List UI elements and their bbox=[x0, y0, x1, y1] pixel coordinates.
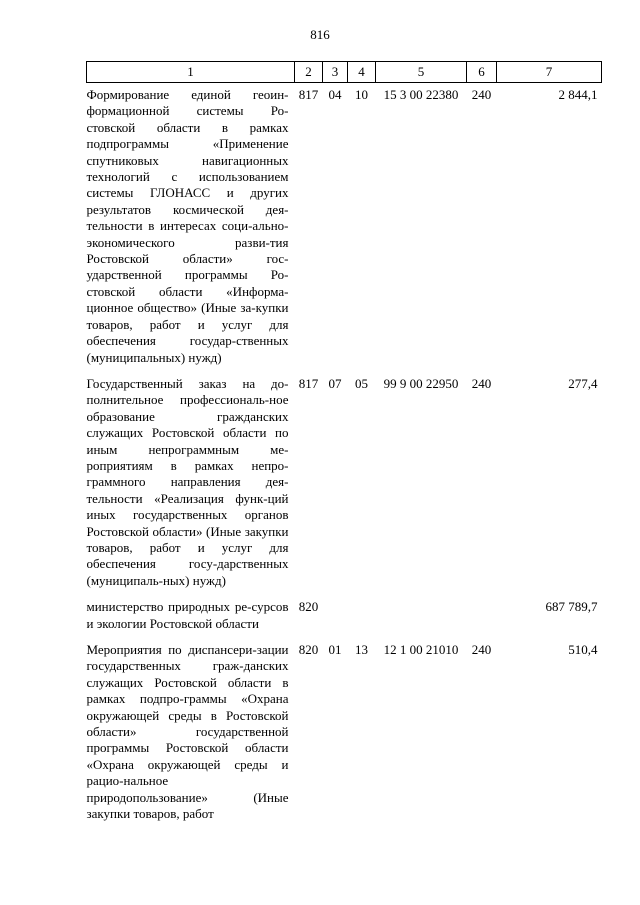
subsection-code: 05 bbox=[355, 375, 368, 391]
ministry-code: 820 bbox=[298, 599, 319, 615]
row-description: Мероприятия по диспансери-зации государственных граж-данских служащих Ростовской области в рамках подпро-граммы «Охрана окружающей среды в Ростовской области» государственной программы Ростовской области «Охрана окружающей среды и рацио-нальное природопользование» (Иные закупки товаров, работ bbox=[86, 642, 289, 822]
column-header: 2 bbox=[295, 62, 323, 83]
table-row bbox=[87, 599, 602, 642]
expense-type-code: 240 bbox=[471, 375, 492, 391]
expense-type-code: 240 bbox=[471, 87, 492, 102]
table-row bbox=[87, 642, 602, 832]
table-row bbox=[87, 376, 602, 599]
expense-type-code bbox=[467, 599, 497, 642]
section-code bbox=[323, 599, 348, 642]
section-code: 07 bbox=[328, 375, 342, 391]
column-header: 5 bbox=[376, 62, 467, 83]
row-description: Государственный заказ на до-полнительное профессиональ-ное образование гражданских служащих Ростовской области по иным непрограммным ме-роприятиям в рамках непро-граммного направления дея-тельности «Реализация функ-ций иных государственных органов Ростовской области» (Иные закупки товаров, работ и услуг для обеспечения госу-дарственных (муниципаль-ных) нужд) bbox=[86, 375, 289, 588]
row-description: министерство природных ре-сурсов и экологии Ростовской области bbox=[86, 599, 289, 631]
ministry-code: 817 bbox=[298, 375, 319, 391]
target-article-code: 12 1 00 21010 bbox=[383, 642, 459, 657]
target-article-code bbox=[376, 599, 467, 642]
amount-value: 510,4 bbox=[568, 642, 598, 657]
section-code: 01 bbox=[328, 642, 342, 657]
amount-value: 687 789,7 bbox=[545, 599, 598, 615]
column-header: 1 bbox=[87, 62, 295, 83]
column-header: 6 bbox=[467, 62, 497, 83]
budget-table bbox=[86, 61, 602, 832]
subsection-code: 10 bbox=[355, 87, 368, 102]
row-description: Формирование единой геоин-формационной системы Ро-стовской области в рамках подпрограммы «Применение спутниковых навигационных технологий с использованием системы ГЛОНАСС и других результатов космической дея-тельности в интересах соци-ально-экономического разви-тия Ростовской области» гос-ударственной программы Ро-стовской области «Информа-ционное общество» (Иные за-купки товаров, работ и услуг для обеспечения государ-ственных (муниципальных) нужд) bbox=[86, 87, 289, 365]
table-row bbox=[87, 83, 602, 376]
amount-value: 2 844,1 bbox=[558, 87, 598, 102]
column-header: 7 bbox=[497, 62, 602, 83]
target-article-code: 99 9 00 22950 bbox=[383, 375, 459, 391]
ministry-code: 820 bbox=[298, 642, 319, 657]
amount-value: 277,4 bbox=[568, 375, 598, 391]
subsection-code bbox=[348, 599, 376, 642]
section-code: 04 bbox=[328, 87, 342, 102]
page-number: 816 bbox=[310, 27, 330, 42]
subsection-code: 13 bbox=[355, 642, 368, 657]
ministry-code: 817 bbox=[298, 87, 319, 102]
column-header: 3 bbox=[323, 62, 348, 83]
target-article-code: 15 3 00 22380 bbox=[383, 87, 459, 102]
expense-type-code: 240 bbox=[471, 642, 492, 657]
header-row bbox=[87, 62, 602, 83]
column-header: 4 bbox=[348, 62, 376, 83]
